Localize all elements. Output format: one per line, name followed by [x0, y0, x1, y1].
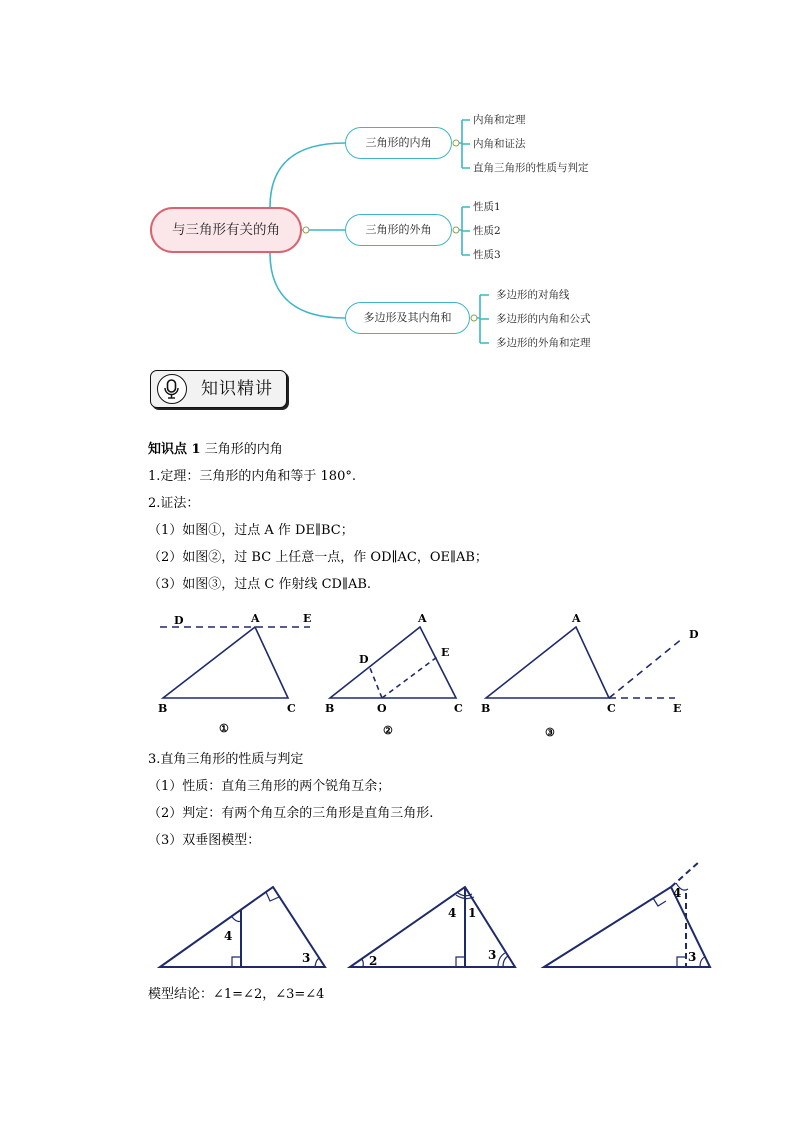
angle-label: 3 — [688, 950, 697, 964]
microphone-icon — [157, 374, 187, 404]
figure-caption: ① — [219, 722, 229, 735]
mindmap-node-interior-angles: 三角形的内角 — [345, 127, 452, 159]
point-label: D — [174, 614, 184, 627]
angle-label: 3 — [302, 951, 311, 965]
section-heading — [148, 441, 283, 459]
angle-label: 4 — [448, 906, 457, 920]
banner-title: 知识精讲 — [201, 379, 273, 399]
angle-label: 4 — [224, 929, 233, 943]
proof-step: （3）如图③，过点 C 作射线 CD∥AB. — [148, 577, 372, 592]
figure-caption: ② — [383, 724, 393, 737]
point-label: C — [454, 702, 463, 715]
angle-label: 4 — [673, 886, 682, 900]
mindmap-node-polygon: 多边形及其内角和 — [345, 302, 470, 334]
right-triangle-title: 3.直角三角形的性质与判定 — [148, 752, 304, 767]
heading-prefix: 知识点 1 — [148, 442, 201, 457]
point-label: C — [607, 702, 616, 715]
mindmap-leaf: 内角和证法 — [473, 138, 526, 150]
mindmap-node-exterior-angles: 三角形的外角 — [345, 214, 452, 246]
double-perpendicular-figures — [0, 855, 793, 980]
right-triangle-item: （3）双垂图模型： — [148, 833, 261, 848]
point-label: C — [287, 702, 296, 715]
point-label: A — [418, 612, 427, 625]
point-label: O — [377, 702, 387, 715]
figure-caption: ③ — [545, 726, 555, 739]
point-label: B — [158, 702, 168, 715]
proof-step: （2）如图②，过 BC 上任意一点，作 OD∥AC，OE∥AB； — [148, 550, 488, 565]
point-label: B — [481, 702, 491, 715]
mindmap-leaf: 多边形的内角和公式 — [496, 313, 591, 325]
point-label: E — [673, 702, 682, 715]
mindmap-leaf: 内角和定理 — [473, 114, 526, 126]
figure-2-triangle — [330, 627, 456, 698]
model-figure-3 — [544, 861, 710, 967]
point-label: A — [572, 612, 581, 625]
mindmap-leaf: 性质3 — [473, 249, 501, 261]
point-label: D — [689, 628, 699, 641]
right-triangle-item: （2）判定：有两个角互余的三角形是直角三角形. — [148, 806, 434, 821]
figure-1-triangle — [160, 627, 310, 698]
heading-title: 三角形的内角 — [204, 442, 283, 457]
point-label: E — [441, 646, 450, 659]
proof-figures — [0, 600, 793, 745]
point-label: E — [303, 612, 312, 625]
proof-step: （1）如图①，过点 A 作 DE∥BC； — [148, 523, 354, 538]
point-label: A — [251, 612, 260, 625]
section-banner — [150, 370, 287, 408]
mindmap-root: 与三角形有关的角 — [150, 207, 302, 253]
figure-3-triangle — [486, 627, 683, 698]
theorem-text: 1.定理：三角形的内角和等于 180°. — [148, 469, 356, 484]
proof-title: 2.证法： — [148, 496, 200, 511]
angle-label: 2 — [369, 954, 378, 968]
right-triangle-item: （1）性质：直角三角形的两个锐角互余； — [148, 779, 391, 794]
mindmap-leaf: 性质1 — [473, 201, 501, 213]
mindmap-leaf: 多边形的外角和定理 — [496, 337, 591, 349]
angle-label: 3 — [488, 948, 497, 962]
model-conclusion: 模型结论：∠1=∠2，∠3=∠4 — [148, 987, 325, 1002]
model-figure-1 — [160, 887, 325, 967]
angle-label: 1 — [468, 906, 477, 920]
point-label: B — [325, 702, 335, 715]
mindmap-leaf: 直角三角形的性质与判定 — [473, 162, 589, 174]
mindmap-leaf: 多边形的对角线 — [496, 289, 570, 301]
point-label: D — [359, 653, 369, 666]
mindmap-leaf: 性质2 — [473, 225, 501, 237]
